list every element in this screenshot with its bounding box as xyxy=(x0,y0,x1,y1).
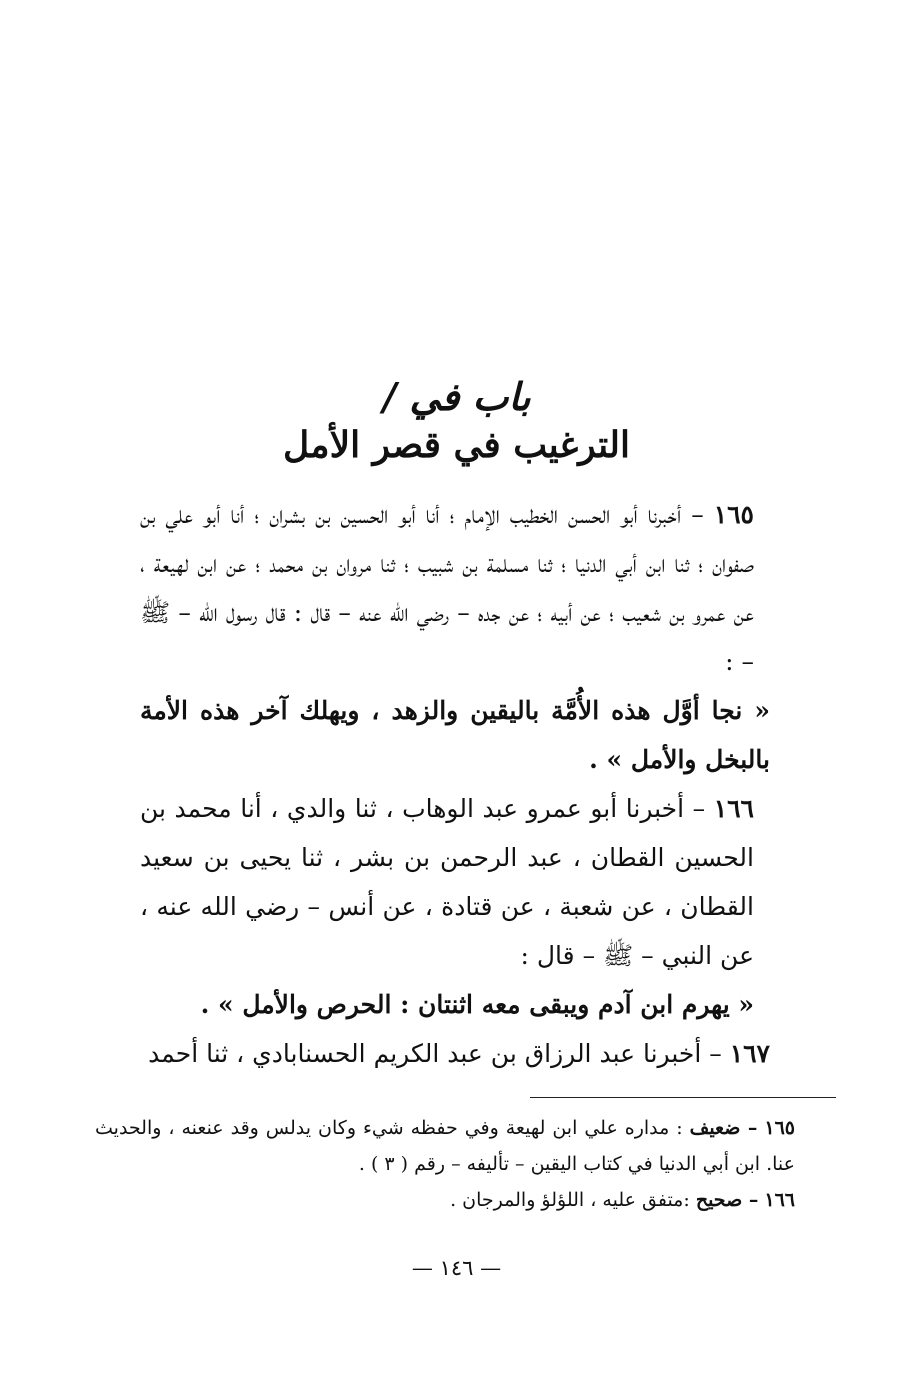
footnote-text: : مداره علي ابن لهيعة وفي حفظه شيء وكان يدلس وقد عنعنه ، والحديث عنا. ابن أبي الدنيا في كتاب اليقين – تأليفه – رقم ( ٣ ) . xyxy=(95,1117,795,1175)
chapter-heading-title: الترغيب في قصر الأمل xyxy=(283,424,630,466)
hadith-166-matn: « يهرم ابن آدم ويبقى معه اثنتان : الحرص والأمل » . xyxy=(200,990,754,1019)
footnotes xyxy=(95,1110,795,1218)
footnote-165 xyxy=(95,1110,795,1182)
footnote-grade: – صحيح xyxy=(695,1189,759,1211)
hadith-165-isnad xyxy=(140,490,770,686)
hadith-number: ١٦٧ xyxy=(729,1039,770,1068)
footnote-number: ١٦٥ xyxy=(764,1117,795,1139)
chapter-heading-line1: باب في / xyxy=(382,374,531,419)
footnote-grade: – ضعيف xyxy=(689,1117,758,1139)
footnote-text: :متفق عليه ، اللؤلؤ والمرجان . xyxy=(450,1189,690,1211)
hadith-isnad-text: – أخبرنا أبو الحسن الخطيب الإمام ؛ أنا أبو الحسين بن بشران ؛ أنا أبو علي بن صفوان ؛ ثنا ابن أبي الدنيا ؛ ثنا مسلمة بن شبيب ؛ ثنا مروان بن محمد ؛ عن ابن لهيعة ، عن عمرو بن شعيب ؛ عن أبيه ؛ عن جده – رضي الله عنه – قال : قال رسول الله – ﷺ – : xyxy=(140,500,754,676)
hadith-isnad-text: – أخبرنا عبد الرزاق بن عبد الكريم الحسنابادي ، ثنا أحمد xyxy=(148,1039,722,1068)
footnote-divider xyxy=(530,1097,836,1098)
hadith-165-matn: « نجا أوَّل هذه الأُمَّة باليقين والزهد ، ويهلك آخر هذه الأمة بالبخل والأمل » . xyxy=(140,696,770,774)
page-number: — ١٤٦ — xyxy=(411,1256,502,1280)
hadith-167-isnad xyxy=(140,1029,770,1078)
footnote-number: ١٦٦ xyxy=(764,1189,795,1211)
hadith-166-isnad xyxy=(140,784,770,980)
hadith-isnad-text: – أخبرنا أبو عمرو عبد الوهاب ، ثنا والدي ، أنا محمد بن الحسين القطان ، عبد الرحمن بن بشر ، ثنا يحيى بن سعيد القطان ، عن شعبة ، عن قتادة ، عن أنس – رضي الله عنه ، عن النبي – ﷺ – قال : xyxy=(140,794,754,970)
hadith-number: ١٦٦ xyxy=(713,794,754,823)
main-text xyxy=(140,490,770,1078)
hadith-number: ١٦٥ xyxy=(713,500,754,529)
footnote-166 xyxy=(95,1182,795,1218)
